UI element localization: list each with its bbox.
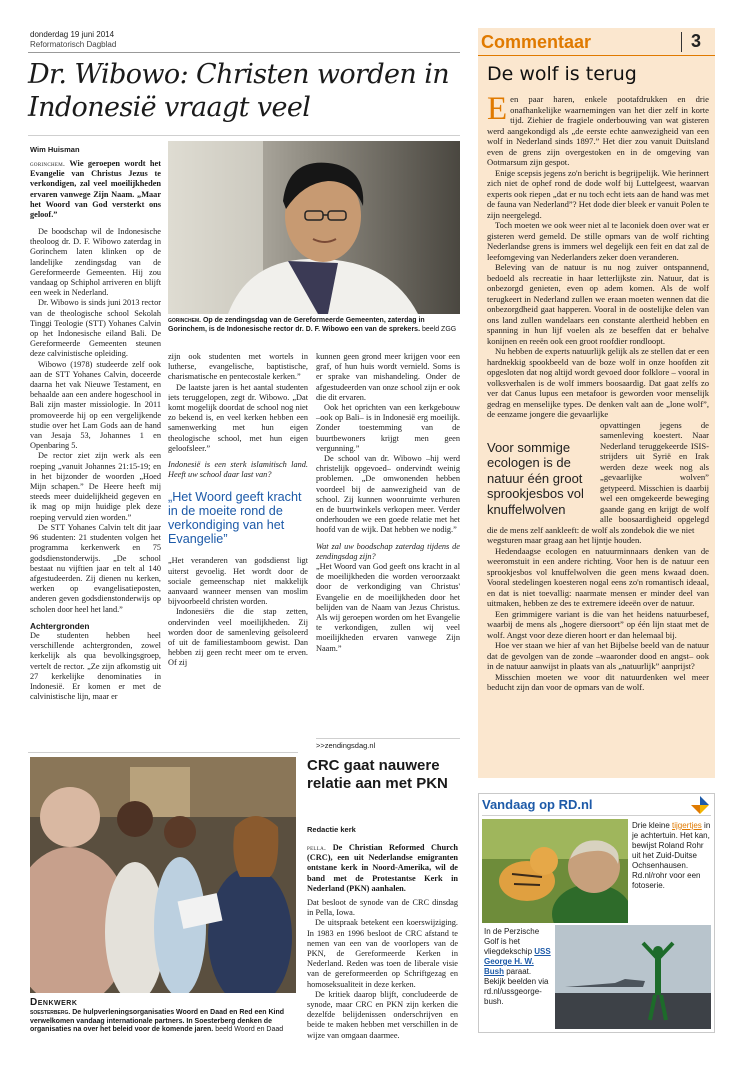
body-paragraph: De boodschap wil de Indonesische theoloog dr. D. F. Wibowo zaterdag in Gorinchem laten klinken op de landelijke zendingsdag van de Gereformeerde Gemeenten. Hij zou vandaag op Schiphol arriveren en blijft een week in Nederland. bbox=[30, 227, 161, 298]
commentary-section-header bbox=[478, 28, 715, 56]
page-number: 3 bbox=[691, 31, 702, 51]
carrier-link[interactable]: USS George H. W. Bush bbox=[484, 947, 551, 976]
commentary-paragraph: Misschien moeten we voor dit natuurdenken wel meer beducht zijn dan voor de opmars van de wolf. bbox=[487, 671, 709, 692]
commentary-first-text: en paar haren, enkele pootafdrukken en drie onafhankelijke waarnemingen van het dier zelf in korte tijd. Ziehier de fragiele onderbouwing van wat gisteren werd aangekondigd als „de eerste echte aanwezigheid van een wolf in Nederland sinds 1897.” Het dier zou vanuit Duitsland even de grens zijn overgestoken en in de omgeving van Ootmarsum zijn gespot. bbox=[487, 94, 709, 167]
group-illustration bbox=[30, 757, 296, 993]
body-paragraph: De studenten hebben heel verschillende achtergronden, zowel kerkelijk als qua bevolkingsgroep, vertelt de rector. „Ze zijn afkomstig uit 27 kerkelijke denominaties in Indonesië. Er komen er met de calvinistische lijn, maar er bbox=[30, 630, 161, 702]
tigers-link[interactable]: tijgertjes bbox=[672, 821, 702, 830]
interview-question: Indonesië is een sterk islamitisch land. Heeft uw school daar last van? bbox=[168, 460, 308, 480]
header-divider bbox=[28, 52, 460, 53]
commentary-paragraph bbox=[487, 91, 709, 168]
crc-dateline: pella. bbox=[307, 843, 327, 852]
body-paragraph: zijn ook studenten met wortels in lutherse, evangelische, baptistische, charismatische en pentecostale kerken.” bbox=[168, 352, 308, 382]
photo-credit: beeld ZGG bbox=[421, 325, 457, 333]
denkwerk-photo bbox=[30, 757, 296, 993]
crc-byline: Redactie kerk bbox=[307, 825, 356, 834]
body-paragraph: „Het veranderen van godsdienst ligt uiterst gevoelig. Het wordt door de sociale gemeenschap niet makkelijk aanvaard wanneer mensen van moslim bijvoorbeeld christen worden. bbox=[168, 556, 308, 607]
section-title: Commentaar bbox=[481, 32, 592, 52]
article-column-2 bbox=[168, 352, 308, 669]
publication-name: Reformatorisch Dagblad bbox=[30, 40, 117, 49]
drop-cap: E bbox=[487, 91, 508, 127]
dateline: gorinchem. bbox=[30, 159, 66, 168]
body-paragraph: De laatste jaren is het aantal studenten iets teruggelopen, zegt dr. Wibowo. „Dat komt mogelijk doordat de school nog niet zo bekend is, en veel kerken hebben een samenwerking met hun eigen theologische school, met hun eigen geloofsleer.” bbox=[168, 382, 308, 453]
body-paragraph: Dat besloot de synode van de CRC dinsdag in Pella, Iowa. bbox=[307, 898, 458, 918]
web-link-divider bbox=[316, 738, 460, 739]
aircraft-carrier-illustration bbox=[555, 925, 711, 1029]
denkwerk-caption-text: De hulpverleningsorganisaties Woord en Daad en Red een Kind verwelkomen vandaag internationale partners. In Soesterberg denken de organisaties na over het beleid voor de komende jaren. bbox=[30, 1009, 285, 1034]
portrait-illustration bbox=[168, 141, 460, 314]
main-photo-caption bbox=[168, 317, 460, 334]
body-paragraph: De rector ziet zijn werk als een roeping „vanuit Johannes 21:15-19; en in het bijzonder de woorden „Hoed Mijn schapen.” De Heere heeft mij steeds meer duidelijkheid gegeven en ik mag op mijn huidige plek deze roeping vervuld zien worden.” bbox=[30, 451, 161, 522]
body-paragraph: De kritiek daarop blijft, concludeerde de synode, maar CRC en PKN zijn kerken die dezelfde belijdenissen onderschrijven en beide te maken hebben met verschillen in de wijze van omgaan daarmee. bbox=[307, 989, 458, 1040]
commentary-pull-quote bbox=[487, 440, 594, 518]
web-link[interactable]: >>zendingsdag.nl bbox=[316, 741, 376, 750]
denkwerk-caption bbox=[30, 1009, 298, 1035]
section-divider bbox=[28, 752, 298, 753]
rd-item-text: Drie kleine bbox=[632, 821, 673, 830]
photo-caption-label: gorinchem. bbox=[168, 317, 201, 324]
commentary-paragraph: Een grimmigere variant is die van het heidens natuurbesef, waarbij de mens als „hogere diersoort” op één lijn staat met de wolf. Angst voor deze dieren hoort er dan helemaal bij. bbox=[487, 608, 709, 640]
body-paragraph: De STT Yohanes Calvin telt dit jaar 96 studenten: 21 studenten volgen het programma kerkenwerk en 75 godsdienstonderwijs. „De school bestaat nu vijftien jaar en telt al 140 afgestudeerden. Zij dienen nu kerken, werken op evangelisatieposten, anderen geven godsdienstonderwijs op scholen door heel het land.” bbox=[30, 522, 161, 614]
body-paragraph: Indonesiërs die die stap zetten, ondervinden veel moeilijkheden. Zij worden door de samenleving geïsoleerd of uit de familiestamboom gewist. Dan hebben zij geen recht meer om te erven. Of zij bbox=[168, 607, 308, 668]
rd-item-text: In de Perzische Golf is het vliegdekschip bbox=[484, 927, 540, 956]
tiger-photo[interactable] bbox=[482, 819, 628, 923]
denkwerk-credit: beeld Woord en Daad bbox=[215, 1026, 284, 1034]
rd-item-tigers bbox=[632, 821, 712, 891]
commentary-paragraph: wegsturen maar graag aan het lijntje houden. bbox=[487, 535, 642, 545]
rd-item-carrier bbox=[484, 927, 552, 1007]
body-paragraph: De school van dr. Wibowo –hij werd christelijk opgevoed– ondervindt weinig problemen. „De omwonenden hebben voordeel bij de aanwezigheid van de school. Zij kunnen woonruimte verhuren en de buurtwinkels verkopen meer. Verder onderhouden we een goede relatie met het hoofd van de wijk. Dat hebben we nodig.” bbox=[316, 454, 460, 535]
pull-quote bbox=[168, 490, 308, 546]
commentary-body bbox=[487, 91, 709, 693]
commentary-paragraph: opvattingen jegens de samenleving koestert. Naar Nederland teruggekeerde ISIS-strijders uit Syrië en Irak werden deze week nog als „gevaarlijke wolven” getypeerd. Misschien is daarbij wel een omgekeerde beweging gaande gang en krijgt de wolf alle boosaardigheid opgelegd die de mens zelf aankleeft: de wolf als zondebok die we niet bbox=[487, 419, 709, 535]
commentary-paragraph: Nu hebben de experts natuurlijk gelijk als ze stellen dat er een hardnekkig spookbeeld van de boze wolf in onze hoofden zit opgesloten dat nog altijd wordt gevoed door folklore – vooral in volksverhalen is de wolf immers boosaardig. Dat gaat zelfs zo ver dat Canus lupus een metafoor is geworden voor menselijk gedrag en menselijke types. De denken valt aan de „lone wolf”, de eenzame jongere die gevaarlijke bbox=[487, 346, 709, 419]
headline-divider bbox=[28, 135, 460, 136]
crc-lead-text: De Christian Reformed Church (CRC), een uit Nederlandse emigranten ontstane kerk in Noord-Amerika, wil de band met de Protestantse Kerk in Nederland (PKN) aanhalen. bbox=[307, 843, 458, 893]
tiger-illustration bbox=[482, 819, 628, 923]
commentary-paragraph: Enige scepsis jegens zo'n bericht is begrijpelijk. Wie herinnert zich niet de ophef rond de dode wolf bij Luttelgeest, waarvan experts ook riepen „dat er nu toch echt iets aan de hand was met de fauna van Nederland”? Het dode dier bleek er vanuit Polen te zijn neergelegd. bbox=[487, 167, 709, 220]
rd-box-divider bbox=[482, 815, 711, 816]
rd-box-title: Vandaag op RD.nl bbox=[482, 797, 593, 812]
commentary-paragraph: Hoe ver staan we hier af van het Bijbelse beeld van de natuur dat de gevolgen van de zonde –waaronder dood en angst– ook in de natuur aanwijst in plaats van als „natuurlijk” aanprijst? bbox=[487, 640, 709, 671]
body-paragraph: kunnen geen grond meer krijgen voor een graf, of hun huis wordt vernield. Soms is er sprake van mishandeling. Onder de afgestudeerden van onze school zijn er ook die dit ervaren. bbox=[316, 352, 460, 402]
commentary-paragraph: Toch moeten we ook weer niet al te laconiek doen over wat er gisteren werd gemeld. De stille opmars van de wolf richting Nederlandse grens is immers wel degelijk een feit en dat zal de leefomgeving van Nederlanders zeker doen veranderen. bbox=[487, 220, 709, 262]
crc-lead bbox=[307, 843, 458, 894]
commentary-headline: De wolf is terug bbox=[487, 63, 637, 85]
wibowo-photo bbox=[168, 141, 460, 314]
rd-item-text: paraat. Bekijk beelden via rd.nl/ussgeorge-bush. bbox=[484, 967, 549, 1006]
commentary-paragraph: Hedendaagse ecologen en natuurminnaars denken van de weeromstuit in een andere richting. Voor hen is de natuur een sprookjesbos vol knuffelwolven die geen mens kwaad doen. Vooral stedelingen koesteren nogal eens zo'n romantisch ideaal, en dat is niet toevallig: naarmate mensen er minder deel van uitmaken, hebben ze des te extremere ideeën over de natuur. bbox=[487, 545, 709, 608]
lead-text: Wie geroepen wordt het Evangelie van Christus Jezus te verkondigen, zal veel moeilijkheden ervaren vanwege Zijn Naam. „Maar het Woord van God versterkt ons geloof.” bbox=[30, 159, 161, 220]
body-paragraph: Dr. Wibowo is sinds juni 2013 rector van de theologische school Sekolah Tinggi Teologie (STT) Yohanes Calvin op het Indonesische eiland Bali. De Gereformeerde Gemeenten steunen deze calvinistische opleiding. bbox=[30, 298, 161, 359]
interview-question: Wat zal uw boodschap zaterdag tijdens de zendingsdag zijn? bbox=[316, 541, 460, 561]
subhead-achtergronden: Achtergronden bbox=[30, 620, 90, 631]
lead-paragraph bbox=[30, 159, 161, 220]
rd-item-text: in je achtertuin. Het kan, bewijst Roland Rohr uit het Zuid-Duitse Ochsenhausen. Rd.nl/rohr voor een fotoserie. bbox=[632, 821, 711, 890]
commentary-wrap-block bbox=[487, 420, 709, 536]
photo-caption-text: Op de zendingsdag van de Gereformeerde Gemeenten, zaterdag in Gorinchem, is de Indonesische rector dr. D. F. Wibowo een van de sprekers. bbox=[168, 317, 425, 333]
article-column-3 bbox=[316, 352, 460, 654]
carrier-photo[interactable] bbox=[555, 925, 711, 1029]
page-number-divider bbox=[681, 32, 682, 52]
byline: Wim Huisman bbox=[30, 145, 80, 154]
article-column-1 bbox=[30, 227, 161, 702]
body-paragraph: „Het Woord van God geeft ons kracht in al de moeilijkheden die worden veroorzaakt door de verkondiging van Christus' Evangelie en de moeilijkheden door het belijden van de Naam van Jezus Christus. Als wij geroepen worden om het Evangelie te verkondigen, zullen wij veel moeilijkheden ervaren vanwege Zijn Naam.” bbox=[316, 562, 460, 653]
crc-body bbox=[307, 843, 458, 1041]
pull-quote-text: „Het Woord geeft kracht in de moeite rond de verkondiging van het Evangelie” bbox=[168, 490, 302, 547]
denkwerk-label: soesterberg. bbox=[30, 1009, 71, 1016]
body-paragraph: Ook het oprichten van een kerkgebouw –ook op Bali– is in Indonesië erg moeilijk. Zonder toestemming van de buurtbewoners krijgt men geen vergunning.” bbox=[316, 403, 460, 453]
commentary-paragraph: Beleving van de natuur is nu nog zuiver ontspannend, bedoeld als recreatie in haar letterlijkste zin. Natuur, dat is onbezorgd genieten, even op adem komen. Als de wolf terugkeert in Nederland zullen we eraan moeten wennen dat die onbezorgdheid gaat happeren. Vooral in de oostelijke delen van ons land zullen wandelaars een constante alertheid hebben en spanning in hun lijf voelen als ze beseffen dat er behalve konijnen en reeën ook een groot roofdier rondloopt. bbox=[487, 262, 709, 346]
main-headline: Dr. Wibowo: Christen worden in Indonesië vraagt veel bbox=[28, 59, 450, 123]
commentary-pull-quote-text: Voor sommige ecologen is de natuur één groot sprookjesbos vol knuffelwolven bbox=[487, 439, 584, 517]
denkwerk-title: Denkwerk bbox=[30, 997, 78, 1008]
body-paragraph: De uitspraak betekent een koerswijziging. In 1983 en 1996 besloot de CRC afstand te nemen van een van de voorlopers van de PKN, de Gereformeerde Kerken in Nederland. Reden was toen de liberale visie van de gereformeerden op Schriftgezag en homoseksualiteit in deze kerken. bbox=[307, 918, 458, 989]
crc-headline: CRC gaat nauwere relatie aan met PKN bbox=[307, 757, 448, 792]
body-paragraph: Wibowo (1978) studeerde zelf ook aan de STT Yohanes Calvin, doceerde daarna het vak Nieuwe Testament, en behaalde aan een andere hogeschool in Bali zijn master missiologie. In 2011 promoveerde hij op een vergelijkende studie over het Lam Gods aan de hand van Jesaja 53, Johannes 1 en Openbaring 5. bbox=[30, 359, 161, 451]
publication-date: donderdag 19 juni 2014 bbox=[30, 30, 115, 39]
rd-logo-icon bbox=[690, 795, 710, 815]
